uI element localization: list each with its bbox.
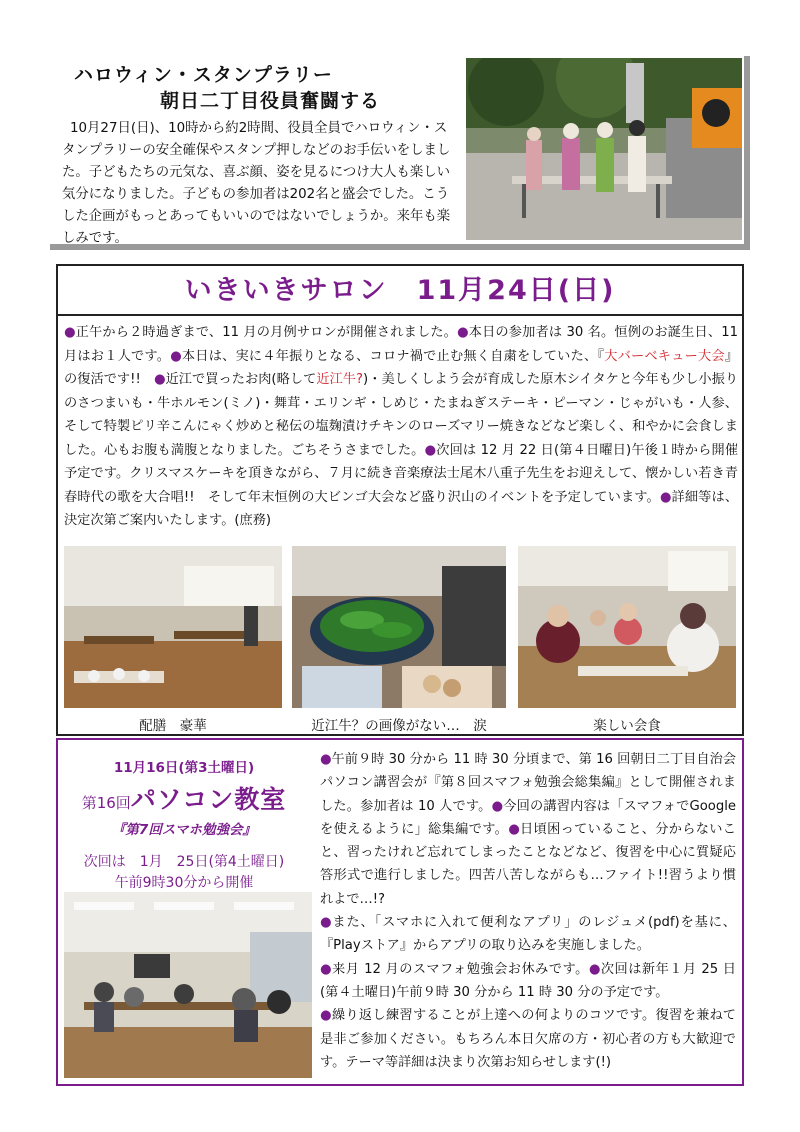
- bullet-icon: ●: [508, 821, 521, 837]
- pc-class-subtitle: 『第7回スマホ勉強会』: [111, 822, 257, 838]
- salon-title-divider: [56, 314, 744, 316]
- halloween-title-line2: 朝日二丁目役員奮闘する: [160, 90, 381, 112]
- photo-caption-dining: 楽しい会食: [593, 718, 661, 734]
- salon-p4a: 近江で買ったお肉(略して: [165, 372, 317, 387]
- bullet-icon: ●: [154, 372, 166, 387]
- bullet-icon: ●: [457, 325, 469, 340]
- pc-class-next: [64, 852, 304, 894]
- salon-p4b: )・美しくしよう会が育成した原木シイタケと今年も少し小振りのさつまいも・牛ホルモン(ミノ)・舞茸・エリンギ・しめじ・たまねぎステーキ・ピーマン・じゃがいも・人参、そして特製ピリ辛こんにゃく炒めと秘伝の塩麹漬けチキンのローズマリー焼きなどなど楽しく、和やかに会食しました。心もお腹も満腹となりました。ごちそうさまでした。: [64, 372, 739, 458]
- pc-class-photo: [64, 892, 312, 1078]
- bullet-icon: ●: [320, 915, 333, 931]
- salon-p6: 詳細等は、決定次第ご案内いたします。(庶務): [64, 489, 739, 528]
- salon-photo-dining: [518, 546, 736, 708]
- salon-p2: 本日の参加者は 30 名。恒例のお誕生日、11 月はお１人です。: [64, 325, 738, 364]
- photo-caption-serving: 配膳 豪華: [139, 718, 207, 734]
- bullet-icon: ●: [424, 442, 437, 458]
- pc-class-heading: [64, 756, 304, 894]
- pc-class-next-line1: 次回は 1月 25日(第4土曜日): [83, 854, 285, 870]
- bullet-icon: ●: [320, 961, 333, 977]
- pc-class-title-prefix: 第16回: [81, 794, 131, 812]
- pc-class-t3: 日頃困っていること、分からないこと、習ったけれど忘れてしまったことなどなど、復習を中心に質疑応答形式で進行しました。四苦八苦しながらも…ファイト!!習うより慣れよで…!?: [320, 821, 736, 907]
- pc-class-t5: 来月 12 月のスマフォ勉強会お休みです。: [332, 961, 589, 977]
- salon-p3a: 本日は、実に４年振りとなる、コロナ禍で止む無く自粛をしていた、『: [181, 348, 605, 364]
- pc-class-t2: 今回の講習内容は「スマフォでGoogleを使えるように」総集編です。: [320, 798, 737, 837]
- salon-bbq-highlight: 大バーベキュー大会: [604, 348, 725, 364]
- bullet-icon: ●: [588, 961, 601, 977]
- salon-p1: 正午から２時過ぎまで、11 月の月例サロンが開催されました。: [75, 325, 458, 340]
- pc-class-t6: 次回は新年１月 25 日(第４土曜日)午前９時 30 分から 11 時 30 分の予定です。: [320, 961, 736, 1000]
- salon-p5: 次回は 12 月 22 日(第４日曜日)午後１時から開催予定です。クリスマスケーキを頂きながら、７月に続き音楽療法士尾木八重子先生をお迎えして、懐かしい若き青春時代の歌を大合唱!! そして年末恒例の大ビンゴ大会など盛り沢山のイベントを予定しています。: [64, 442, 739, 505]
- salon-omi-highlight: 近江牛?: [316, 372, 364, 387]
- salon-photo-peppers: [292, 546, 506, 708]
- bullet-icon: ●: [491, 798, 504, 814]
- bullet-icon: ●: [320, 752, 332, 767]
- pc-class-t7: 繰り返し練習することが上達への何よりのコツです。復習を兼ねて是非ご参加ください。もちろん本日欠席の方・初心者の方も大歓迎です。テーマ等詳細は決まり次第お知らせします(!): [320, 1008, 736, 1070]
- bullet-icon: ●: [64, 325, 76, 340]
- bullet-icon: ●: [170, 348, 182, 364]
- halloween-title-line1: ハロウィン・スタンプラリー: [74, 64, 333, 86]
- pc-class-next-line2: 午前9時30分から開催: [114, 875, 254, 891]
- pc-class-title: [64, 780, 304, 816]
- photo-caption-omi-beef: 近江牛？の画像がない… 涙: [311, 718, 487, 734]
- pc-class-t1: 午前９時 30 分から 11 時 30 分頃まで、第 16 回朝日二丁目自治会パソコン講習会が『第８回スマフォ勉強会総集編』として開催されました。参加者は 10 人です。: [320, 752, 736, 814]
- salon-title: いきいきサロン 11月24日(日): [184, 275, 616, 306]
- halloween-photo: [466, 58, 742, 240]
- pc-class-t4: また、「スマホに入れて便利なアプリ」のレジュメ(pdf)を基に、『Playストア』からアプリの取り込みを実施しました。: [320, 915, 736, 954]
- pc-class-body: [320, 748, 736, 1074]
- halloween-frame-shadow: [744, 56, 750, 250]
- bullet-icon: ●: [659, 489, 672, 505]
- salon-body: [64, 321, 738, 533]
- salon-photo-serving: [64, 546, 282, 708]
- pc-class-date: 11月16日(第3土曜日): [113, 760, 255, 776]
- halloween-body: 10月27日(日)、10時から約2時間、役員全員でハロウィン・スタンプラリーの安全確保やスタンプ押しなどのお手伝いをしました。子どもたちの元気な、喜ぶ顔、姿を見るにつけ大人も楽しい気分になりました。子どもの参加者は202名と盛会でした。こうした企画がもっとあってもいいのではないでしょうか。来年も楽しみです。: [62, 121, 451, 246]
- pc-class-title-main: パソコン教室: [130, 785, 287, 814]
- bullet-icon: ●: [320, 1008, 332, 1024]
- salon-p3b: 』の復活です!!: [64, 348, 738, 387]
